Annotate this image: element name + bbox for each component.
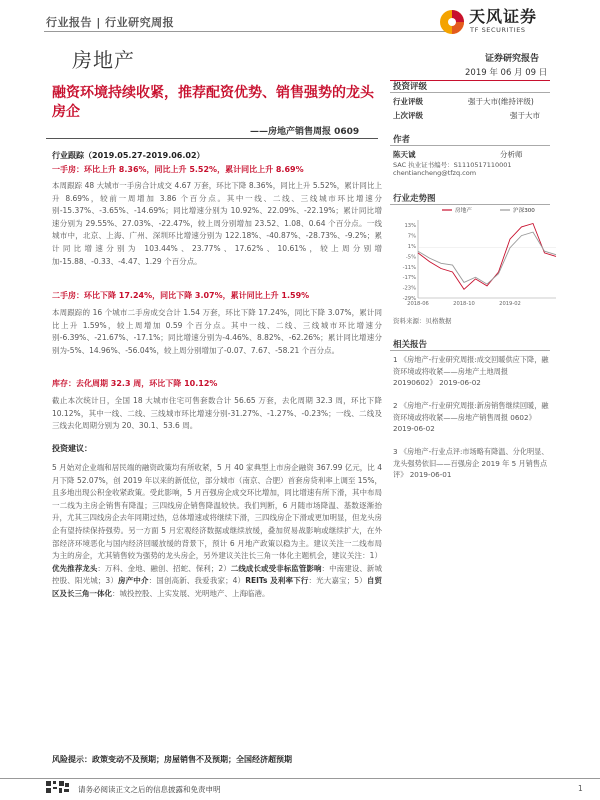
sector-title: 房地产 xyxy=(72,48,135,72)
author-role: 分析师 xyxy=(500,150,523,159)
chart-legend-label: 沪深300 xyxy=(513,208,535,214)
advice-bold-5: 自贸区及长三角一体化 xyxy=(52,576,382,598)
inventory-paragraph: 截止本次统计日，全国 18 大城市住宅可售套数合计 56.65 万套，去化周期 32.3 周，环比下降 10.12%，其中一线、二线、三线城市环比增速分别-31.27%、-1.27%、-0.23%；一线、二线及三线去化周期分别为 20、30.1、53.6 周。 xyxy=(52,396,382,431)
related-report-1-date: 2019-06-02 xyxy=(439,378,481,387)
report-type: 证券研究报告 xyxy=(485,54,540,64)
chart-y-tick-label: 1% xyxy=(407,244,416,250)
related-report-3-date: 2019-06-01 xyxy=(409,470,452,479)
related-report-2-title: 2 《房地产-行业研究周报:新房销售继续回暖，融资环境或将收紧——房地产销售周报 0602》 xyxy=(393,401,549,422)
report-date: 2019 年 06 月 09 日 xyxy=(465,68,548,78)
industry-trend-chart xyxy=(392,202,560,314)
inventory-lead: 库存：去化周期 32.3 周，环比下降 10.12% xyxy=(52,379,218,388)
author-name: 陈天诚 xyxy=(393,150,416,159)
related-report-2[interactable] xyxy=(393,400,553,435)
report-subtitle: ——房地产销售周报 0609 xyxy=(250,127,360,137)
author-heading: 作者 xyxy=(393,135,411,145)
title-divider xyxy=(46,138,378,139)
advice-bold-4: REITs 及利率下行 xyxy=(245,576,309,586)
second-hand-paragraph: 本周跟踪的 16 个城市二手房成交合计 1.54 万套，环比下降 17.24%，同比下降 3.07%，累计同比上升 1.59%，较上周增加 0.59 个百分点。其中一线、二线、三线城市环比增速分别-6.39%、-21.67%、-17.1%；同比增速分别为-4.46%、8.82%、-62.26%；累计同比增速分别为-5%、14.96%、-56.04%，较上周分别增加了-0.07、7.67、-58.21 个百分点。 xyxy=(52,308,382,355)
qr-code-icon xyxy=(46,781,70,793)
new-home-paragraph: 本周跟踪 48 大城市一手房合计成交 4.67 万套，环比下降 8.36%，同比上升 5.52%，累计同比上升 8.69%，较前一周增加 3.86 个百分点。其中一线、二线、三线城市环比增速分别-15.37%、-3.65%、-14.69%；同比增速分别为 10.92%、22.09%、-22.19%；累计同比增速分别为 29.55%、27.03%、-22.47%，较上周分别增加 23.52、1.08、0.64 个百分点。一线城市中，北京、上海、广州、深圳环比增速分别为 122.18%、-40.87%、-28.73%、-9.2%；累计同比增速分别为 103.44%、23.77%、17.62%、10.61%，较上周分别增加-15.88、-0.33、-4.47、1.29 个百分点。 xyxy=(52,181,382,266)
brand-name-en: TF SECURITIES xyxy=(470,26,526,34)
report-category-label: 行业报告 | 行业研究周报 xyxy=(46,16,175,29)
author-email[interactable]: chentiancheng@tfzq.com xyxy=(393,169,477,177)
chart-y-tick-label: -11% xyxy=(402,264,416,271)
chart-y-tick-label: -29% xyxy=(402,296,416,302)
chart-y-tick-label: -23% xyxy=(402,285,416,292)
chart-x-tick-label: 2019-02 xyxy=(499,301,521,307)
related-report-1-title: 1 《房地产-行业研究周报:成交回暖供应下降，融资环境或将收紧——房地产土地周报 20190602》 xyxy=(393,355,549,387)
chart-x-tick-label: 2018-06 xyxy=(407,301,429,307)
advice-text-5: ：光大嘉宝；5） xyxy=(308,576,367,586)
chart-y-tick-label: 7% xyxy=(407,233,416,240)
brand-name: 天风证券 xyxy=(469,7,538,26)
related-report-1[interactable] xyxy=(393,354,553,389)
advice-bold-2: 二线成长或受非标监管影响 xyxy=(230,563,322,573)
related-report-3[interactable] xyxy=(393,446,553,481)
rating-divider xyxy=(390,92,550,93)
advice-bold-1: 优先推荐龙头 xyxy=(52,563,98,573)
advice-text-1: 5 月始对企业端和居民端的融资政策均有所收紧，5 月 40 家典型上市房企融资 367.99 亿元，比 4 月下降 52.07%，创 2019 年以来的新低位，部分城市（南京、合肥）首套房贷利率上调至 15%，且多地出现公积金收紧政策。受此影响，5 月百强房企成交环比增加，同比增速有所下滑，其中布局一二线为主房企销售有降温；三四线房企销售降温较快。我们判断，6 月随市场降温、基数逐渐抬升，尤其三四线房企去年同期过热，总体增速或将继续下滑，三四线房企下滑或更加明显，但龙头房企有望持续保持强势。另一方面 5 月宏观经济数据或继续放缓，叠加贸易战影响或继续扩大，在外部经济环境恶化与国内经济回暖放缓的背景下，预计 6 月地产政策以稳为主。建议关注一二线布局为主的房企，尤其销售较为强势的龙头房企，另外建议关注长三角一体化主题机会，建议关注：1） xyxy=(52,463,382,561)
advice-text-3: ：中南建设、新城控股、阳光城；3） xyxy=(52,563,382,586)
rating-heading: 投资评级 xyxy=(393,82,428,92)
advice-paragraph xyxy=(52,462,382,601)
rating-value-industry: 强于大市(维持评级) xyxy=(468,97,534,106)
report-title: 融资环境持续收紧，推荐配资优势、销售强势的龙头房企 xyxy=(52,85,374,120)
related-heading: 相关报告 xyxy=(393,340,428,350)
advice-text-4: ：国创高新、我爱我家；4） xyxy=(148,576,246,586)
risk-text: 政策变动不及预期；房屋销售不及预期；全国经济超预期 xyxy=(92,755,292,764)
rating-value-previous: 强于大市 xyxy=(510,111,540,120)
related-report-3-title: 3 《房地产-行业点评:市场略有降温、分化明显、龙头强势依旧——百强房企 2019 年 5 月销售点评》 xyxy=(393,447,549,479)
chart-legend-label: 房地产 xyxy=(455,208,472,214)
footer-divider xyxy=(0,778,600,779)
footer-disclaimer: 请务必阅读正文之后的信息披露和免责申明 xyxy=(78,785,221,794)
advice-text-2: ：万科、金地、融创、招蛇、保利；2） xyxy=(97,563,231,573)
advice-bold-3: 房产中介 xyxy=(118,576,149,586)
header-divider xyxy=(44,31,448,32)
rating-label-industry: 行业评级 xyxy=(393,97,423,106)
risk-label: 风险提示： xyxy=(52,755,92,764)
related-divider xyxy=(390,350,550,351)
second-hand-lead: 二手房：环比下降 17.24%，同比下降 3.07%，累计同比上升 1.59% xyxy=(52,291,310,300)
chart-source: 资料来源：贝格数据 xyxy=(393,317,452,325)
advice-heading: 投资建议： xyxy=(52,444,92,453)
chart-x-tick-label: 2018-10 xyxy=(453,301,475,307)
advice-text-6: ：城投控股、上实发展、光明地产、上海临港。 xyxy=(112,588,270,598)
author-divider xyxy=(390,145,550,146)
trend-heading: 行业走势图 xyxy=(393,194,436,204)
chart-y-tick-label: 13% xyxy=(404,223,416,230)
tracking-heading: 行业跟踪（2019.05.27-2019.06.02） xyxy=(52,151,205,160)
related-report-2-date: 2019-06-02 xyxy=(393,424,435,433)
chart-y-tick-label: -17% xyxy=(402,275,416,282)
chart-series-line xyxy=(418,224,556,290)
rating-label-previous: 上次评级 xyxy=(393,111,423,120)
author-sac: SAC 执业证书编号：S1110517110001 xyxy=(393,161,512,169)
chart-y-tick-label: -5% xyxy=(405,254,416,261)
new-home-lead: 一手房：环比上升 8.36%，同比上升 5.52%，累计同比上升 8.69% xyxy=(52,165,304,174)
risk-warning xyxy=(52,754,392,765)
page-number: 1 xyxy=(578,784,583,793)
chart-series-line xyxy=(418,232,556,284)
